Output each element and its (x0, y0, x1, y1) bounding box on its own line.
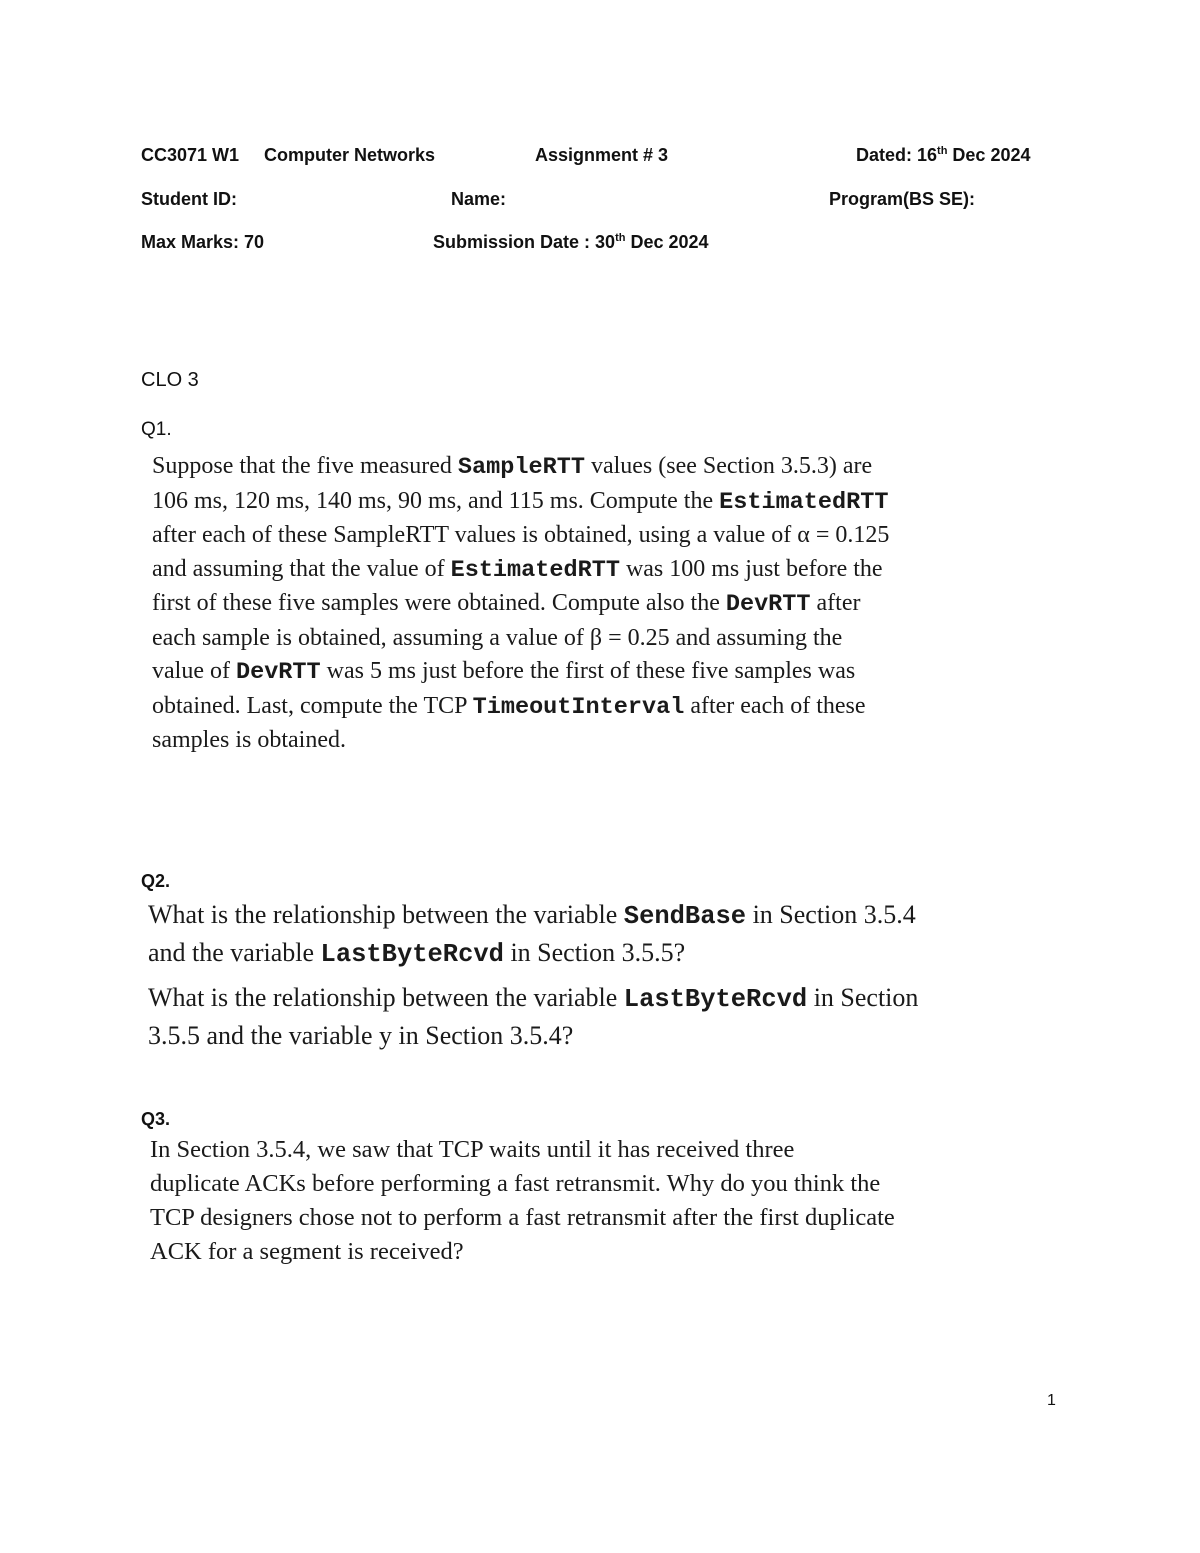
q2-line: and the variable LastByteRcvd in Section 3.5.5? (148, 938, 686, 969)
header-dated (856, 146, 1031, 164)
q1-line: and assuming that the value of EstimatedRTT was 100 ms just before the (152, 555, 883, 584)
q3-line: TCP designers chose not to perform a fast retransmit after the first duplicate (150, 1204, 895, 1231)
q1-label: Q1. (141, 419, 172, 440)
q1-line: obtained. Last, compute the TCP TimeoutInterval after each of these (152, 692, 866, 721)
submission-rest: Dec 2024 (625, 232, 709, 252)
dated-label: Dated: 16 (856, 145, 938, 165)
dated-sup: th (937, 145, 948, 157)
code-timeoutinterval: TimeoutInterval (472, 693, 685, 721)
header-course-title: Computer Networks (264, 145, 436, 165)
q1-line: first of these five samples were obtained. Compute also the DevRTT after (152, 590, 861, 618)
header-max-marks: Max Marks: 70 (141, 232, 265, 252)
code-estimatedrtt: EstimatedRTT (450, 556, 620, 584)
header-program: Program(BS SE): (829, 189, 976, 209)
submission-sup: th (615, 232, 626, 244)
q2-line: What is the relationship between the variable SendBase in Section 3.5.4 (148, 900, 916, 931)
page-number: 1 (1047, 1392, 1056, 1409)
header-student-id: Student ID: (141, 189, 237, 209)
code-estimatedrtt: EstimatedRTT (719, 488, 889, 516)
q1-text (152, 450, 889, 758)
q1-line: each sample is obtained, assuming a value of β = 0.25 and assuming the (152, 624, 843, 651)
submission-label: Submission Date : 30 (433, 232, 616, 252)
q3-text (150, 1133, 895, 1269)
q3-line: ACK for a segment is received? (150, 1238, 464, 1265)
q3-label: Q3. (141, 1109, 171, 1129)
q1-line: value of DevRTT was 5 ms just before the first of these five samples was (152, 658, 856, 686)
q1-line: Suppose that the five measured SampleRTT values (see Section 3.5.3) are (152, 453, 873, 481)
header-submission-date (433, 233, 709, 251)
code-lastbytercvd: LastByteRcvd (623, 985, 808, 1014)
q3-line: duplicate ACKs before performing a fast retransmit. Why do you think the (150, 1170, 881, 1197)
q1-line: 106 ms, 120 ms, 140 ms, 90 ms, and 115 ms. Compute the EstimatedRTT (152, 487, 889, 516)
code-sendbase: SendBase (623, 902, 747, 931)
q2-label: Q2. (141, 871, 171, 891)
q2-paragraph-2 (148, 980, 918, 1054)
header-name: Name: (451, 189, 507, 209)
q2-line: What is the relationship between the variable LastByteRcvd in Section (148, 983, 919, 1014)
dated-rest: Dec 2024 (947, 145, 1031, 165)
q2-paragraph-1 (148, 897, 916, 973)
code-samplertt: SampleRTT (457, 454, 585, 481)
q3-line: In Section 3.5.4, we saw that TCP waits until it has received three (150, 1136, 795, 1163)
code-devrtt: DevRTT (725, 591, 811, 618)
code-devrtt: DevRTT (235, 659, 321, 686)
q2-line: 3.5.5 and the variable y in Section 3.5.4? (148, 1021, 574, 1050)
code-lastbytercvd: LastByteRcvd (320, 940, 504, 969)
q1-line: samples is obtained. (152, 727, 346, 753)
q1-line: after each of these SampleRTT values is obtained, using a value of α = 0.125 (152, 522, 890, 548)
header-course: CC3071 W1 (141, 145, 240, 165)
clo-heading: CLO 3 (141, 369, 199, 391)
header-assignment: Assignment # 3 (535, 145, 669, 165)
